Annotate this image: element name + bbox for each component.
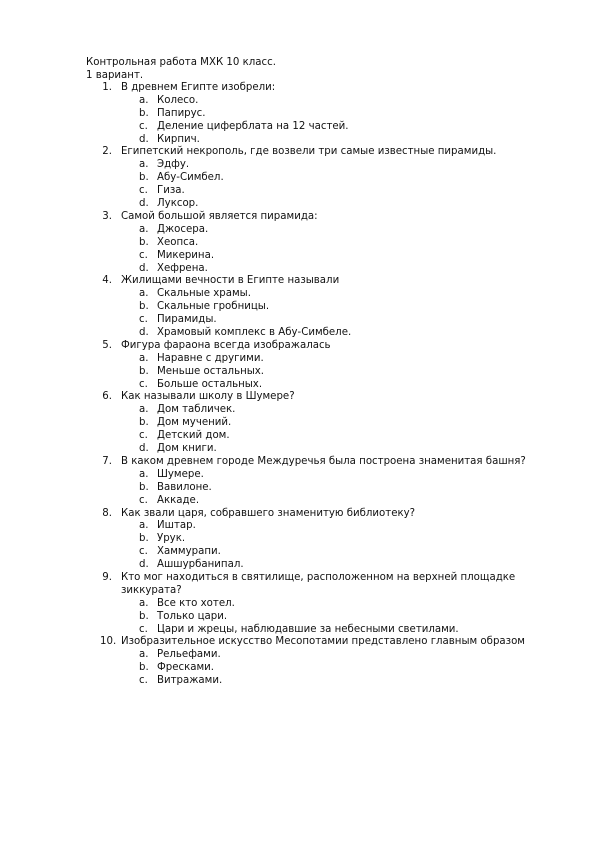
question-item — [0, 391, 595, 455]
answer-option — [0, 675, 595, 688]
answer-option — [0, 159, 595, 172]
option-letter: b. — [139, 533, 149, 545]
question-text: Как звали царя, собравшего знаменитую библиотеку? — [121, 507, 416, 519]
option-letter: c. — [139, 120, 148, 132]
question-text: В каком древнем городе Междуречья была построена знаменитая башня? — [121, 455, 526, 467]
option-letter: a. — [139, 288, 149, 300]
answer-options — [0, 224, 595, 276]
option-letter: a. — [139, 404, 149, 416]
option-letter: d. — [139, 133, 149, 145]
question-number: 9. — [102, 571, 112, 583]
answer-option — [0, 134, 595, 147]
question-number: 2. — [102, 146, 112, 158]
answer-option — [0, 559, 595, 572]
option-text: Ашшурбанипал. — [157, 559, 244, 571]
option-text: Шумере. — [157, 468, 204, 480]
option-letter: d. — [139, 559, 149, 571]
option-text: Аккаде. — [157, 494, 200, 506]
option-letter: b. — [139, 236, 149, 248]
answer-option — [0, 611, 595, 624]
option-text: Фресками. — [157, 662, 215, 674]
answer-option — [0, 250, 595, 263]
answer-options — [0, 353, 595, 392]
answer-option — [0, 263, 595, 276]
answer-options — [0, 95, 595, 147]
question-number: 10. — [100, 636, 117, 648]
option-letter: c. — [139, 623, 148, 635]
answer-option — [0, 224, 595, 237]
answer-options — [0, 404, 595, 456]
question-item — [0, 340, 595, 392]
answer-options — [0, 649, 595, 688]
option-text: Больше остальных. — [157, 378, 263, 390]
option-text: Витражами. — [157, 675, 223, 687]
option-text: Вавилоне. — [157, 481, 212, 493]
answer-option — [0, 404, 595, 417]
question-item — [0, 508, 595, 572]
question-list — [0, 82, 595, 688]
question-number: 5. — [102, 339, 112, 351]
answer-option — [0, 366, 595, 379]
option-letter: c. — [139, 249, 148, 261]
question-item — [0, 456, 595, 508]
option-letter: a. — [139, 159, 149, 171]
option-letter: c. — [139, 378, 148, 390]
option-text: Хефрена. — [157, 262, 208, 274]
option-letter: b. — [139, 417, 149, 429]
answer-option — [0, 379, 595, 392]
option-letter: b. — [139, 365, 149, 377]
question-text: В древнем Египте изобрели: — [121, 82, 276, 93]
option-letter: a. — [139, 223, 149, 235]
answer-option — [0, 172, 595, 185]
answer-option — [0, 649, 595, 662]
answer-option — [0, 95, 595, 108]
question-number: 3. — [102, 210, 112, 222]
question-item — [0, 146, 595, 210]
answer-option — [0, 198, 595, 211]
document-title: Контрольная работа МХК 10 класс. — [86, 57, 276, 68]
question-item — [0, 211, 595, 275]
option-text: Дом мучений. — [157, 417, 232, 429]
option-text: Дом книги. — [157, 443, 217, 455]
option-text: Джосера. — [157, 223, 209, 235]
question-text: Самой большой является пирамида: — [121, 210, 318, 222]
option-letter: d. — [139, 326, 149, 338]
question-text: Египетский некрополь, где возвели три самые известные пирамиды. — [121, 146, 497, 158]
question-number: 7. — [102, 455, 112, 467]
answer-options — [0, 469, 595, 508]
answer-option — [0, 237, 595, 250]
option-text: Микерина. — [157, 249, 215, 261]
option-text: Хеопса. — [157, 236, 199, 248]
answer-option — [0, 301, 595, 314]
answer-option — [0, 469, 595, 482]
option-text: Эдфу. — [157, 159, 190, 171]
question-text: Как называли школу в Шумере? — [121, 391, 295, 403]
option-text: Деление циферблата на 12 частей. — [157, 120, 349, 132]
answer-option — [0, 546, 595, 559]
answer-option — [0, 327, 595, 340]
option-text: Только цари. — [157, 610, 228, 622]
option-letter: c. — [139, 430, 148, 442]
question-number: 8. — [102, 507, 112, 519]
option-text: Рельефами. — [157, 649, 221, 661]
option-letter: b. — [139, 481, 149, 493]
option-text: Иштар. — [157, 520, 196, 532]
answer-option — [0, 520, 595, 533]
answer-option — [0, 624, 595, 637]
option-letter: c. — [139, 494, 148, 506]
answer-option — [0, 495, 595, 508]
option-letter: b. — [139, 610, 149, 622]
answer-option — [0, 108, 595, 121]
option-text: Детский дом. — [157, 430, 230, 442]
question-text: Жилищами вечности в Египте называли — [121, 275, 340, 287]
answer-option — [0, 598, 595, 611]
answer-option — [0, 314, 595, 327]
answer-option — [0, 185, 595, 198]
option-text: Все кто хотел. — [157, 597, 235, 609]
option-letter: b. — [139, 662, 149, 674]
question-item — [0, 275, 595, 339]
question-text: Кто мог находиться в святилище, расположенном на верхней площадке зиккурата? — [121, 571, 516, 596]
option-letter: a. — [139, 468, 149, 480]
answer-options — [0, 159, 595, 211]
answer-option — [0, 430, 595, 443]
option-letter: a. — [139, 352, 149, 364]
option-text: Меньше остальных. — [157, 365, 265, 377]
option-letter: c. — [139, 314, 148, 326]
question-number: 6. — [102, 391, 112, 403]
option-text: Луксор. — [157, 198, 199, 210]
answer-options — [0, 598, 595, 637]
option-text: Колесо. — [157, 94, 199, 106]
option-letter: c. — [139, 185, 148, 197]
option-text: Пирамиды. — [157, 314, 217, 326]
variant-label: 1 вариант. — [86, 70, 144, 81]
question-item — [0, 636, 595, 688]
option-text: Скальные храмы. — [157, 288, 251, 300]
option-letter: a. — [139, 94, 149, 106]
option-letter: d. — [139, 443, 149, 455]
question-number: 4. — [102, 275, 112, 287]
answer-option — [0, 662, 595, 675]
answer-option — [0, 533, 595, 546]
answer-option — [0, 417, 595, 430]
option-letter: c. — [139, 675, 148, 687]
option-text: Абу-Симбел. — [157, 172, 224, 184]
option-letter: b. — [139, 172, 149, 184]
answer-option — [0, 353, 595, 366]
option-letter: d. — [139, 198, 149, 210]
option-letter: a. — [139, 520, 149, 532]
answer-option — [0, 482, 595, 495]
option-text: Дом табличек. — [157, 404, 236, 416]
document-header — [86, 56, 276, 82]
option-text: Цари и жрецы, наблюдавшие за небесными светилами. — [157, 623, 459, 635]
answer-option — [0, 121, 595, 134]
option-text: Храмовый комплекс в Абу-Симбеле. — [157, 326, 352, 338]
option-letter: a. — [139, 649, 149, 661]
option-letter: c. — [139, 546, 148, 558]
question-text: Изобразительное искусство Месопотамии представлено главным образом — [121, 636, 525, 648]
question-number: 1. — [102, 82, 112, 93]
option-text: Наравне с другими. — [157, 352, 264, 364]
option-text: Кирпич. — [157, 133, 200, 145]
option-letter: a. — [139, 597, 149, 609]
answer-options — [0, 520, 595, 572]
answer-option — [0, 288, 595, 301]
option-text: Скальные гробницы. — [157, 301, 270, 313]
option-letter: d. — [139, 262, 149, 274]
option-letter: b. — [139, 107, 149, 119]
question-item — [0, 572, 595, 636]
option-text: Урук. — [157, 533, 186, 545]
answer-options — [0, 288, 595, 340]
option-text: Хаммурапи. — [157, 546, 221, 558]
question-text: Фигура фараона всегда изображалась — [121, 339, 331, 351]
option-text: Папирус. — [157, 107, 206, 119]
question-item — [0, 82, 595, 146]
option-letter: b. — [139, 301, 149, 313]
option-text: Гиза. — [157, 185, 185, 197]
answer-option — [0, 443, 595, 456]
